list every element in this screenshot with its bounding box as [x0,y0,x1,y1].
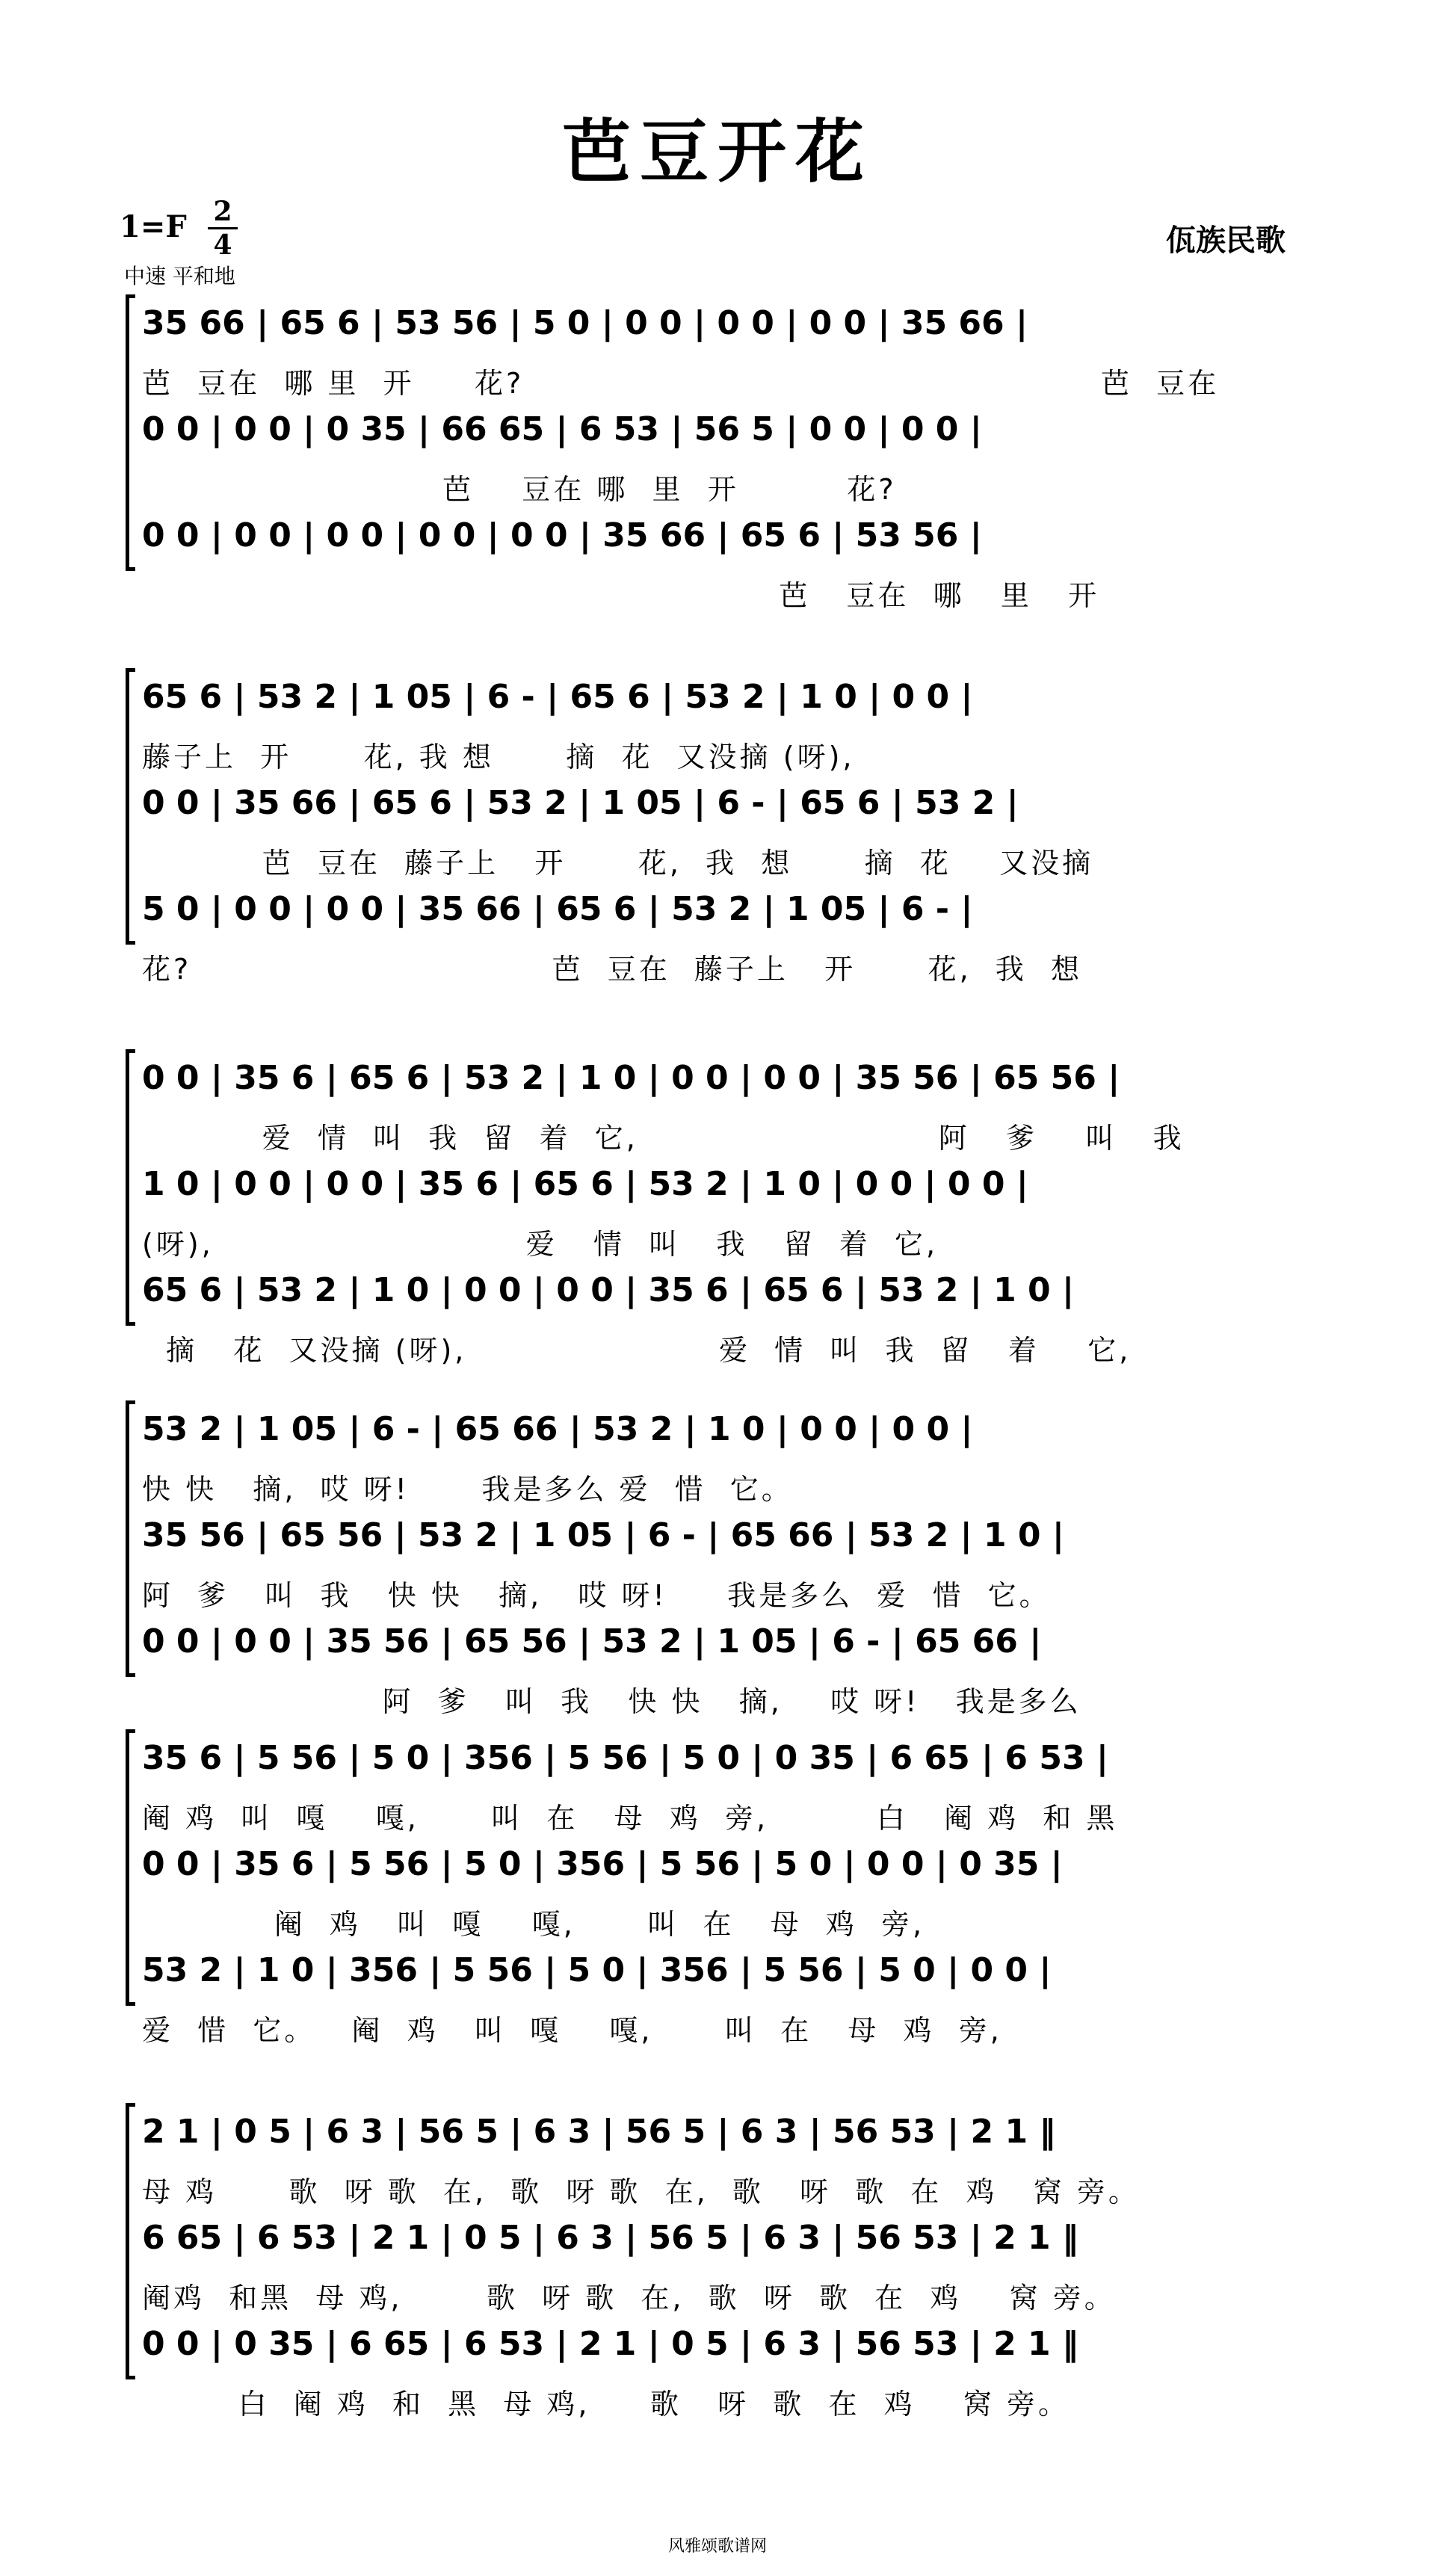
system-bracket [126,2103,135,2379]
tempo-marking: 中速 平和地 [124,264,235,288]
notation-line: 65 6 | 53 2 | 1 0 | 0 0 | 0 0 | 35 6 | 65 6 | 53 2 | 1 0 | [142,1270,1075,1309]
lyrics-line: (呀), 爱 情 叫 我 留 着 它, [142,1228,939,1261]
lyrics-line: 阉 鸡 叫 嘎 嘎, 叫 在 母 鸡 旁, 白 阉 鸡 和 黑 [142,1802,1118,1835]
lyrics-line: 芭 豆在 哪 里 开 [142,579,1100,612]
system-bracket [126,668,135,945]
lyrics-line: 阿 爹 叫 我 快 快 摘, 哎 呀! 我是多么 [142,1685,1081,1718]
voice-staff [142,1617,1323,1718]
notation-line: 0 0 | 0 0 | 0 0 | 0 0 | 0 0 | 35 66 | 65 6 | 53 56 | [142,516,982,555]
lyrics-line: 花? 芭 豆在 藤子上 开 花, 我 想 [142,953,1082,986]
voice-staff [142,1160,1323,1261]
lyrics-line: 爱 情 叫 我 留 着 它, 阿 爹 叫 我 [142,1122,1185,1155]
lyrics-line: 白 阉 鸡 和 黑 母 鸡, 歌 呀 歌 在 鸡 窝 旁。 [142,2388,1070,2421]
voice-staff [142,511,1323,612]
notation-line: 0 0 | 35 6 | 65 6 | 53 2 | 1 0 | 0 0 | 0 0 | 35 56 | 65 56 | [142,1058,1120,1097]
voice-staff [142,1054,1323,1155]
footer-watermark: 风雅颂歌谱网 [667,2537,767,2556]
notation-line: 2 1 | 0 5 | 6 3 | 56 5 | 6 3 | 56 5 | 6 3 | 56 53 | 2 1 ‖ [142,2112,1056,2151]
lyrics-line: 芭 豆在 藤子上 开 花, 我 想 摘 花 又没摘 [142,847,1094,880]
lyrics-line: 爱 惜 它。 阉 鸡 叫 嘎 嘎, 叫 在 母 鸡 旁, [142,2014,1002,2047]
notation-line: 35 66 | 65 6 | 53 56 | 5 0 | 0 0 | 0 0 | 0 0 | 35 66 | [142,303,1028,342]
meter-numerator: 2 [208,196,238,229]
system-bracket [126,1400,135,1677]
notation-line: 35 6 | 5 56 | 5 0 | 356 | 5 56 | 5 0 | 0 35 | 6 65 | 6 53 | [142,1738,1108,1777]
song-title: 芭豆开花 [561,112,873,192]
voice-staff [142,1266,1323,1367]
voice-staff [142,299,1323,400]
voice-staff [142,1734,1323,1835]
lyrics-line: 快 快 摘, 哎 呀! 我是多么 爱 惜 它。 [142,1473,793,1506]
song-source: 佤族民歌 [1166,223,1286,258]
voice-staff [142,2107,1323,2208]
lyrics-line: 母 鸡 歌 呀 歌 在, 歌 呀 歌 在, 歌 呀 歌 在 鸡 窝 旁。 [142,2175,1140,2208]
voice-staff [142,2320,1323,2421]
voice-staff [142,1840,1323,1941]
voice-staff [142,885,1323,986]
notation-line: 0 0 | 0 0 | 0 35 | 66 65 | 6 53 | 56 5 | 0 0 | 0 0 | [142,410,982,448]
notation-line: 5 0 | 0 0 | 0 0 | 35 66 | 65 6 | 53 2 | 1 05 | 6 - | [142,889,973,928]
lyrics-line: 阿 爹 叫 我 快 快 摘, 哎 呀! 我是多么 爱 惜 它。 [142,1579,1051,1612]
voice-staff [142,673,1323,773]
system-bracket [126,294,135,571]
system-bracket [126,1729,135,2006]
notation-line: 35 56 | 65 56 | 53 2 | 1 05 | 6 - | 65 66 | 53 2 | 1 0 | [142,1516,1064,1554]
voice-staff [142,779,1323,880]
lyrics-line: 芭 豆在 哪 里 开 花? 芭 豆在 [142,367,1220,400]
notation-line: 0 0 | 35 66 | 65 6 | 53 2 | 1 05 | 6 - | 65 6 | 53 2 | [142,783,1019,822]
voice-staff [142,1405,1323,1506]
voice-staff [142,405,1323,506]
lyrics-line: 阉鸡 和黑 母 鸡, 歌 呀 歌 在, 歌 呀 歌 在 鸡 窝 旁。 [142,2282,1116,2314]
notation-line: 0 0 | 35 6 | 5 56 | 5 0 | 356 | 5 56 | 5 0 | 0 0 | 0 35 | [142,1844,1063,1883]
voice-staff [142,1511,1323,1612]
notation-line: 65 6 | 53 2 | 1 05 | 6 - | 65 6 | 53 2 | 1 0 | 0 0 | [142,677,973,716]
lyrics-line: 藤子上 开 花, 我 想 摘 花 又没摘 (呀), [142,741,855,773]
lyrics-line: 阉 鸡 叫 嘎 嘎, 叫 在 母 鸡 旁, [142,1908,925,1941]
time-signature [208,196,238,261]
system-bracket [126,1049,135,1326]
notation-line: 0 0 | 0 35 | 6 65 | 6 53 | 2 1 | 0 5 | 6 3 | 56 53 | 2 1 ‖ [142,2324,1078,2363]
notation-line: 1 0 | 0 0 | 0 0 | 35 6 | 65 6 | 53 2 | 1 0 | 0 0 | 0 0 | [142,1164,1028,1203]
notation-line: 53 2 | 1 0 | 356 | 5 56 | 5 0 | 356 | 5 56 | 5 0 | 0 0 | [142,1950,1052,1989]
voice-staff [142,2214,1323,2314]
notation-line: 6 65 | 6 53 | 2 1 | 0 5 | 6 3 | 56 5 | 6 3 | 56 53 | 2 1 ‖ [142,2218,1078,2257]
notation-line: 0 0 | 0 0 | 35 56 | 65 56 | 53 2 | 1 05 | 6 - | 65 66 | [142,1622,1042,1661]
notation-line: 53 2 | 1 05 | 6 - | 65 66 | 53 2 | 1 0 | 0 0 | 0 0 | [142,1409,973,1448]
lyrics-line: 摘 花 又没摘 (呀), 爱 情 叫 我 留 着 它, [142,1334,1132,1367]
key-signature: 1=F [120,209,187,244]
lyrics-line: 芭 豆在 哪 里 开 花? [142,473,897,506]
voice-staff [142,1946,1323,2047]
meter-denominator: 4 [213,229,232,261]
